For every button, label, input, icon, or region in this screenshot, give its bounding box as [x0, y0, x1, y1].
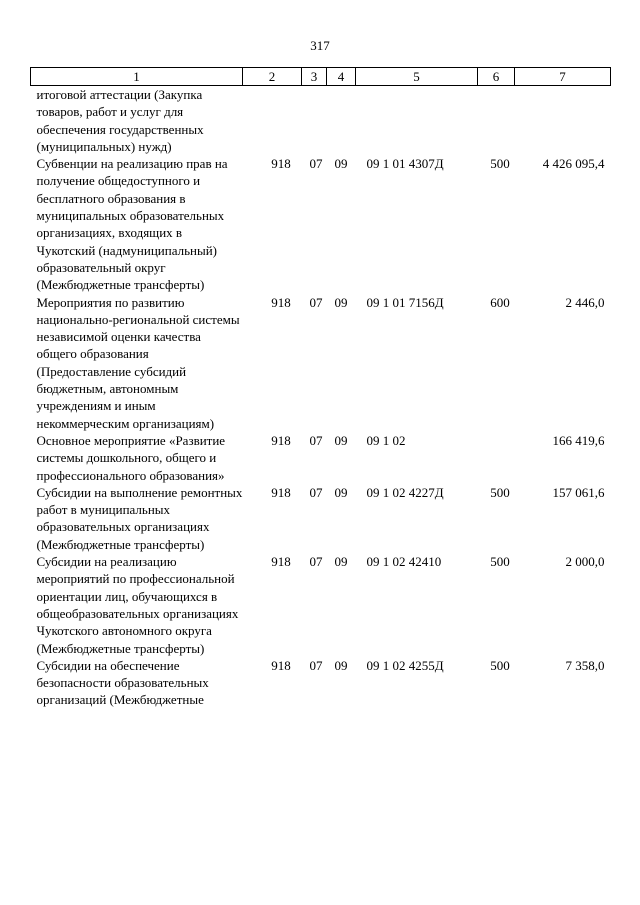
row-name: итоговой аттестации (Закупка товаров, работ и услуг для обеспечения государственных (муниципальных) нужд) — [36, 87, 204, 154]
row-amount — [515, 86, 611, 156]
row-subsection — [327, 86, 356, 156]
row-admin-code: 918 — [271, 294, 291, 310]
header-col-4: 4 — [327, 68, 356, 86]
row-name: Субсидии на реализацию мероприятий по профессиональной ориентации лиц, обучающихся в общеобразовательных организациях Чукотского автономного округа (Межбюджетные трансферты) — [36, 554, 239, 656]
table-row — [31, 294, 611, 432]
row-admin-code: 918 — [271, 657, 291, 673]
table-row — [31, 155, 611, 293]
row-section: 07 — [309, 554, 323, 570]
row-admin-code: 918 — [271, 484, 291, 500]
row-subsection: 09 — [334, 484, 348, 500]
header-col-6: 6 — [478, 68, 515, 86]
row-target-article: 09 1 01 4307Д — [366, 156, 444, 172]
budget-table — [30, 67, 611, 709]
row-section: 07 — [309, 657, 323, 673]
table-header — [31, 68, 611, 86]
row-subsection: 09 — [334, 657, 348, 673]
row-name: Мероприятия по развитию национально-региональной системы независимой оценки качества общего образования (Предоставление субсидий бюджетным, автономным учреждениям и иным некоммерческим организациям) — [36, 294, 240, 431]
row-name: Субвенции на реализацию прав на получение общедоступного и бесплатного образования в муниципальных образовательных организациях, входящих в Чукотский (надмуниципальный) образовательный округ (Межбюджетные трансферты) — [36, 156, 228, 293]
table-row — [31, 86, 611, 156]
row-amount: 2 446,0 — [565, 294, 605, 310]
row-expense-type: 500 — [490, 554, 510, 570]
row-target-article: 09 1 02 4255Д — [366, 657, 444, 673]
header-col-5: 5 — [356, 68, 478, 86]
table-body — [31, 86, 611, 709]
table-row — [31, 432, 611, 484]
row-target-article: 09 1 02 42410 — [366, 554, 442, 570]
header-col-1: 1 — [31, 68, 243, 86]
row-subsection: 09 — [334, 294, 348, 310]
row-target-article — [356, 86, 478, 156]
row-subsection: 09 — [334, 156, 348, 172]
header-row — [31, 68, 611, 86]
row-target-article: 09 1 02 — [366, 432, 406, 448]
row-section — [302, 86, 327, 156]
header-col-7: 7 — [515, 68, 611, 86]
row-section: 07 — [309, 484, 323, 500]
row-subsection: 09 — [334, 432, 348, 448]
row-section: 07 — [309, 156, 323, 172]
row-amount: 166 419,6 — [552, 432, 605, 448]
row-name: Основное мероприятие «Развитие системы дошкольного, общего и профессионального образования» — [36, 432, 226, 483]
row-amount: 2 000,0 — [565, 554, 605, 570]
row-expense-type — [478, 86, 515, 156]
header-col-2: 2 — [243, 68, 302, 86]
row-expense-type: 600 — [490, 294, 510, 310]
row-admin-code: 918 — [271, 432, 291, 448]
row-admin-code: 918 — [271, 554, 291, 570]
table-row — [31, 484, 611, 553]
row-subsection: 09 — [334, 554, 348, 570]
row-expense-type — [478, 432, 515, 484]
row-amount: 4 426 095,4 — [542, 156, 605, 172]
table-row — [31, 553, 611, 657]
row-amount: 7 358,0 — [565, 657, 605, 673]
row-amount: 157 061,6 — [552, 484, 605, 500]
row-section: 07 — [309, 294, 323, 310]
row-expense-type: 500 — [490, 484, 510, 500]
row-target-article: 09 1 01 7156Д — [366, 294, 444, 310]
row-expense-type: 500 — [490, 156, 510, 172]
row-admin-code: 918 — [271, 156, 291, 172]
table-row — [31, 657, 611, 709]
page-number: 317 — [310, 38, 330, 53]
row-name: Субсидии на выполнение ремонтных работ в муниципальных образовательных организациях (Межбюджетные трансферты) — [36, 484, 243, 552]
row-expense-type: 500 — [490, 657, 510, 673]
row-target-article: 09 1 02 4227Д — [366, 484, 444, 500]
row-section: 07 — [309, 432, 323, 448]
header-col-3: 3 — [302, 68, 327, 86]
row-name: Субсидии на обеспечение безопасности образовательных организаций (Межбюджетные — [36, 657, 209, 708]
row-admin-code — [243, 86, 302, 156]
